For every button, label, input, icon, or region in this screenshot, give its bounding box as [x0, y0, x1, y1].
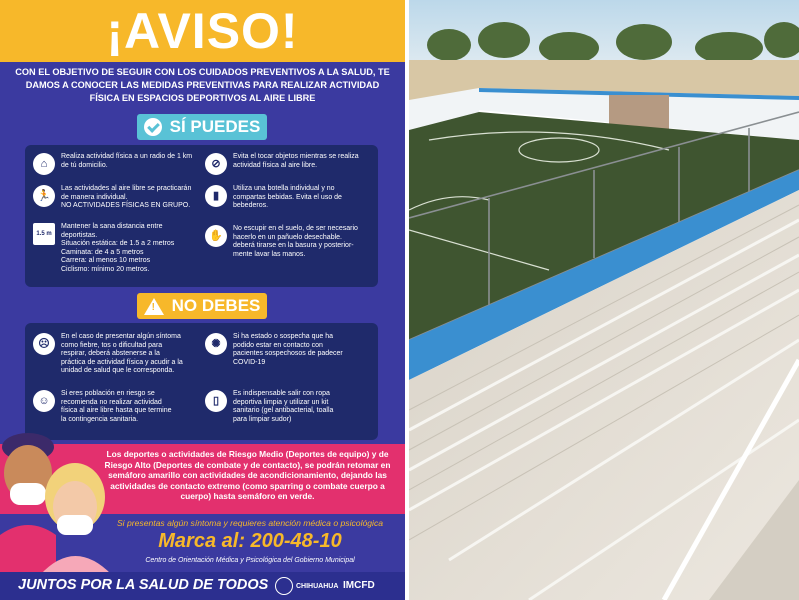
no-item-text: Si ha estado o sospecha que ha podido estar en contacto con pacientes sospechosos de padecer COVID-19: [233, 333, 343, 366]
yes-item: [205, 225, 373, 259]
yes-item-text: Utiliza una botella individual y no compartas bebidas. Evita el uso de bebederos.: [233, 185, 342, 210]
yes-panel: [25, 145, 378, 287]
home-icon: ⌂: [33, 153, 55, 175]
yes-item: [33, 153, 201, 175]
center-text: Centro de Orientación Médica y Psicológica del Gobierno Municipal: [145, 557, 355, 564]
no-item: [33, 333, 201, 376]
warning-icon: !: [144, 298, 164, 315]
distance-icon: 1.5 m: [33, 223, 55, 245]
footer-slogan: JUNTOS POR LA SALUD DE TODOS: [18, 577, 269, 593]
no-item-text: Es indispensable salir con ropa deportiva limpia y utilizar un kit sanitario (gel antibacterial, toalla para limpiar sudor): [233, 390, 334, 423]
yes-item-text: Realiza actividad física a un radio de 1 km de tú domicilio.: [61, 153, 193, 169]
sports-court-photo: [409, 0, 799, 600]
sick-face-icon: ☹: [33, 333, 55, 355]
no-item: [33, 390, 201, 424]
yes-banner: [137, 114, 267, 140]
no-item-text: Si eres población en riesgo se recomienda no realizar actividad física al aire libre hasta que termine la contingencia sanitaria.: [61, 390, 172, 423]
poster-title: ¡AVISO!: [106, 3, 299, 59]
virus-icon: ✺: [205, 333, 227, 355]
imcfd-logo: IMCFD: [343, 580, 375, 591]
bottle-icon: ▮: [205, 185, 227, 207]
no-touch-icon: ⊘: [205, 153, 227, 175]
yes-item-text: Las actividades al aire libre se practicarán de manera individual. NO ACTIVIDADES FÍSICAS EN GRUPO.: [61, 185, 192, 210]
chihuahua-logo: [275, 577, 338, 595]
no-item-text: En el caso de presentar algún síntoma como fiebre, tos o dificultad para respirar, deberá abstenerse a la práctica de actividad física y acudir a la unidad de salud que le corresponda.: [61, 333, 183, 375]
yes-item-text: Evita el tocar objetos mientras se realiza actividad física al aire libre.: [233, 153, 359, 169]
no-item: [205, 333, 373, 367]
poster-intro: CON EL OBJETIVO DE SEGUIR CON LOS CUIDADOS PREVENTIVOS A LA SALUD, TE DAMOS A CONOCER LAS MEDIDAS PREVENTIVAS PARA REALIZAR ACTIVIDAD FÍSICA EN ESPACIOS DEPORTIVOS AL AIRE LIBRE: [15, 67, 390, 103]
sanitizer-icon: ▯: [205, 390, 227, 412]
no-banner-label: NO DEBES: [171, 296, 261, 315]
yes-item: [33, 223, 201, 275]
seal-icon: [275, 577, 293, 595]
check-icon: [144, 118, 162, 136]
yes-item-text: Mantener la sana distancia entre deportistas. Situación estática: de 1.5 a 2 metros Caminata: de 4 a 5 metros Carrera: al menos 10 metros Ciclismo: mínimo 20 metros.: [61, 223, 175, 273]
yes-item: [205, 153, 373, 175]
chihuahua-logo-text: CHIHUAHUA: [296, 582, 339, 590]
yes-item: [205, 185, 373, 211]
no-spit-icon: ✋: [205, 225, 227, 247]
yes-item: [33, 185, 201, 211]
pink-notice-text: Los deportes o actividades de Riesgo Medio (Deportes de equipo) y de Riesgo Alto (Deportes de combate y de contacto), se podrán retomar en semáforo amarillo con actividades de acondicionamiento, dejando las actividades de contacto extremo (como sparring o combate cuerpo a cuerpo) hasta semáforo en verde.: [104, 449, 391, 501]
yes-banner-label: SÍ PUEDES: [169, 117, 261, 136]
phone-number: Marca al: 200-48-10: [158, 530, 342, 552]
no-item: [205, 390, 373, 424]
no-panel: [25, 323, 378, 440]
runner-icon: 🏃: [33, 185, 55, 207]
yes-item-text: No escupir en el suelo, de ser necesario hacerlo en un pañuelo desechable. deberá tirarse en la basura y posterior- mente lavar las manos.: [233, 225, 358, 258]
symptoms-text: Si presentas algún síntoma y requieres atención médica o psicológica: [116, 518, 384, 528]
masked-face-icon: ☺: [33, 390, 55, 412]
court-scene: [409, 0, 799, 600]
no-banner: [137, 293, 267, 319]
